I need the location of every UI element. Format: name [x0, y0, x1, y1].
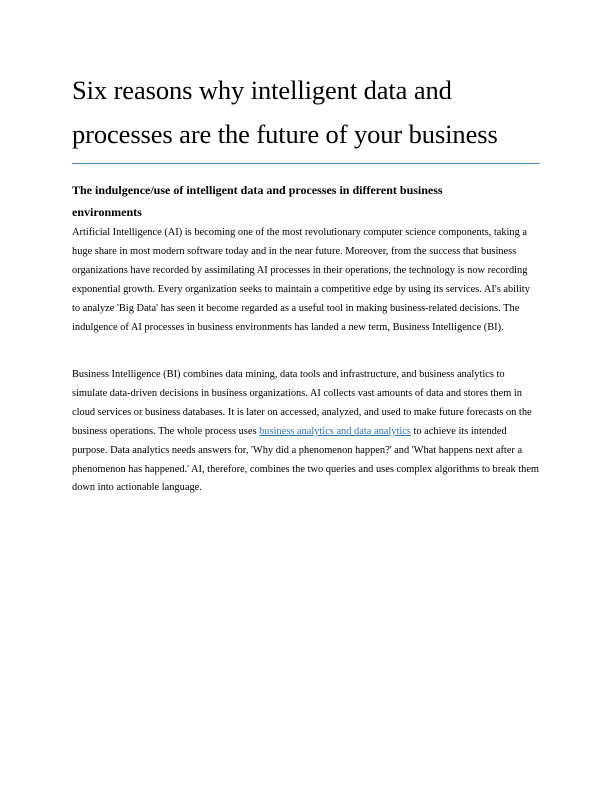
- analytics-link[interactable]: business analytics and data analytics: [259, 425, 411, 437]
- paragraph-1: Artificial Intelligence (AI) is becoming one of the most revolutionary computer science components, taking a huge share in most modern software today and in the near future. Moreover, from the success that business organizations have recorded by assimilating AI processes in their operations, the technology is now recording exponential growth. Every organization seeks to maintain a competitive edge by using its services. AI's ability to analyze 'Big Data' has seen it become regarded as a useful tool in making business-related decisions. The indulgence of AI processes in business environments has landed a new term, Business Intelligence (BI).: [72, 227, 530, 333]
- section-heading: The indulgence/use of intelligent data and processes in different business environments: [72, 183, 443, 219]
- paragraph-2: [72, 366, 540, 498]
- title-divider: [72, 163, 540, 164]
- document-title: Six reasons why intelligent data and processes are the future of your business: [72, 75, 498, 149]
- paragraph-2-text-before-link: Business Intelligence (BI) combines data mining, data tools and infrastructure, and business analytics to simulate data-driven decisions in business organizations. AI collects vast amounts of data and stores them in cloud services or business databases. It is later on accessed, analyzed, and used to make future forecasts on the business operations. The whole process uses: [72, 369, 532, 437]
- paragraph-2-text-after-link: to achieve its intended purpose. Data analytics needs answers for, 'Why did a phenomenon happen?' and 'What happens next after a phenomenon has happened.' AI, therefore, combines the two queries and uses complex algorithms to break them down into actionable language.: [72, 425, 540, 494]
